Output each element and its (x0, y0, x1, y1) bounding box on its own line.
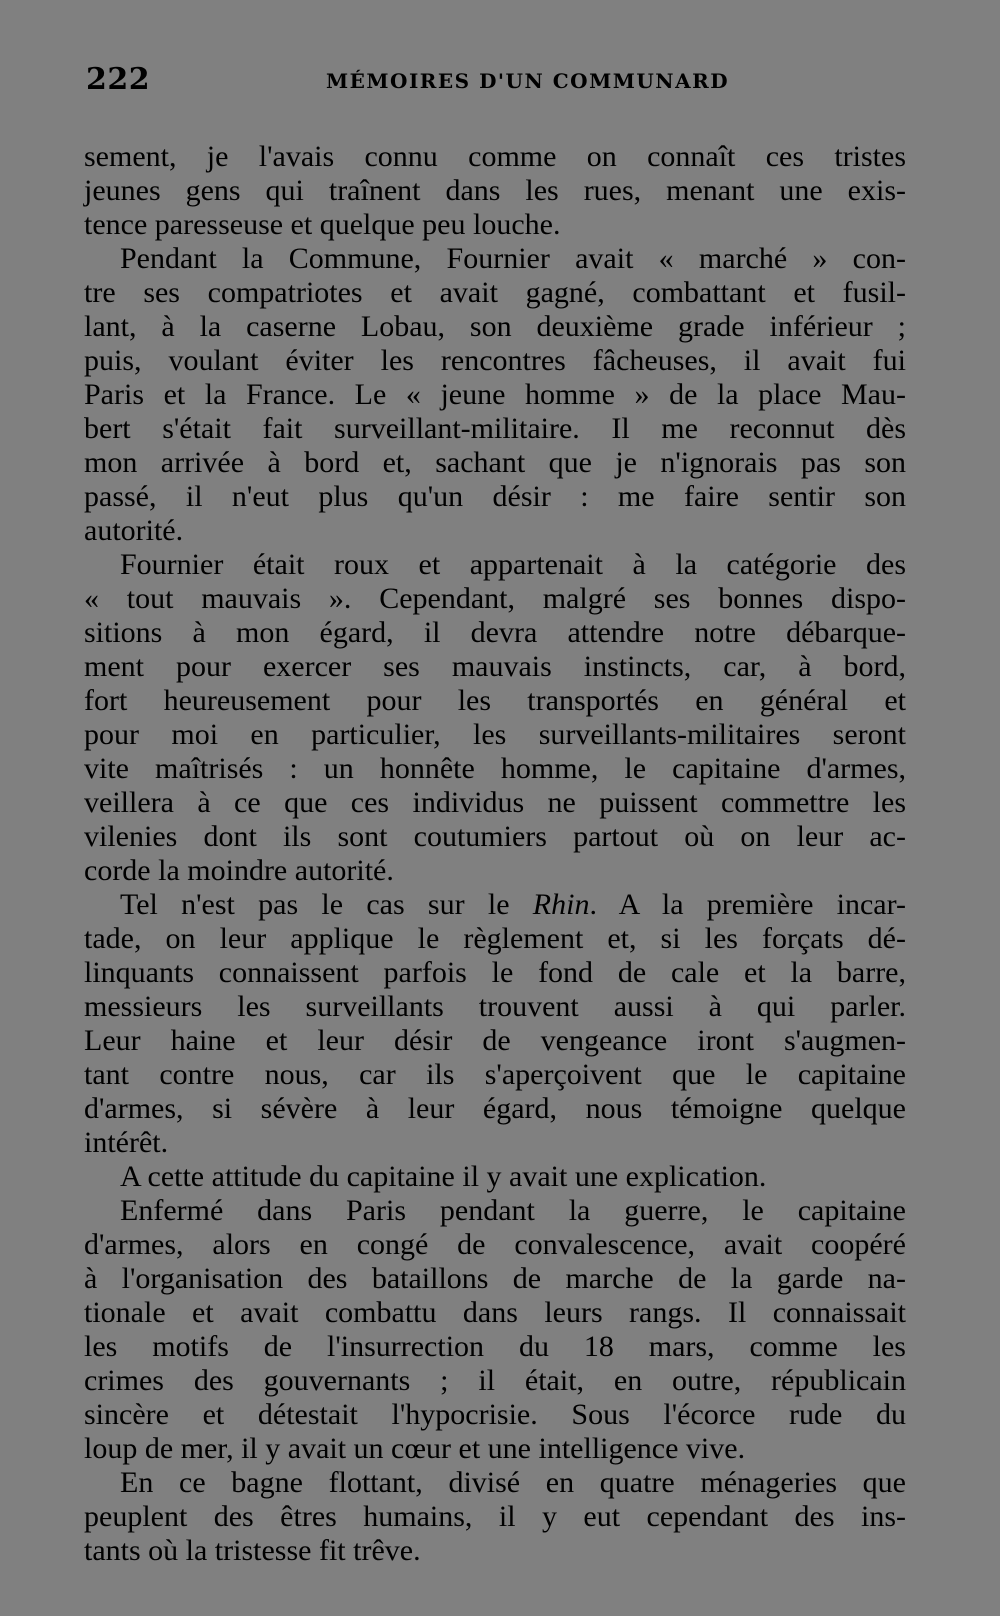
text-line: crimes des gouvernants ; il était, en outre, républicain (84, 1364, 906, 1397)
text-line: tionale et avait combattu dans leurs rangs. Il connaissait (84, 1296, 906, 1329)
text-line: pour moi en particulier, les surveillants-militaires seront (84, 718, 906, 751)
text-line: puis, voulant éviter les rencontres fâcheuses, il avait fui (84, 344, 906, 377)
text-line: « tout mauvais ». Cependant, malgré ses bonnes dispo- (84, 582, 906, 615)
text-line: linquants connaissent parfois le fond de cale et la barre, (84, 956, 906, 989)
paragraph (84, 1160, 906, 1194)
text-line: vite maîtrisés : un honnête homme, le capitaine d'armes, (84, 752, 906, 785)
text-line: passé, il n'eut plus qu'un désir : me faire sentir son (84, 480, 906, 513)
text-line: d'armes, si sévère à leur égard, nous témoigne quelque (84, 1092, 906, 1125)
text-line: loup de mer, il y avait un cœur et une intelligence vive. (84, 1432, 746, 1465)
text-line: sitions à mon égard, il devra attendre notre débarque- (84, 616, 906, 649)
text-line: intérêt. (84, 1126, 169, 1159)
page-header (86, 62, 904, 102)
text-line: veillera à ce que ces individus ne puissent commettre les (84, 786, 906, 819)
text-line: d'armes, alors en congé de convalescence, avait coopéré (84, 1228, 906, 1261)
text-line: tence paresseuse et quelque peu louche. (84, 208, 561, 241)
paragraph (84, 888, 906, 1160)
text-line: mon arrivée à bord et, sachant que je n'ignorais pas son (84, 446, 906, 479)
text-line: sincère et détestait l'hypocrisie. Sous l'écorce rude du (84, 1398, 906, 1431)
text-line: ment pour exercer ses mauvais instincts, car, à bord, (84, 650, 906, 683)
text-line: Pendant la Commune, Fournier avait « marché » con- (120, 242, 906, 275)
text-line: peuplent des êtres humains, il y eut cependant des ins- (84, 1500, 906, 1533)
text-line: tant contre nous, car ils s'aperçoivent que le capitaine (84, 1058, 906, 1091)
text-line: les motifs de l'insurrection du 18 mars, comme les (84, 1330, 906, 1363)
text-line: bert s'était fait surveillant-militaire. Il me reconnut dès (84, 412, 906, 445)
text-line: En ce bagne flottant, divisé en quatre ménageries que (120, 1466, 906, 1499)
text-line: tade, on leur applique le règlement et, si les forçats dé- (84, 922, 906, 955)
paragraph (84, 1194, 906, 1466)
paragraph (84, 242, 906, 548)
text-line: corde la moindre autorité. (84, 854, 394, 887)
italic-text: Rhin (532, 888, 590, 921)
text-line: Leur haine et leur désir de vengeance iront s'augmen- (84, 1024, 906, 1057)
text-line: messieurs les surveillants trouvent aussi à qui parler. (84, 990, 906, 1023)
text-line: Fournier était roux et appartenait à la catégorie des (120, 548, 906, 581)
paragraph (84, 140, 906, 242)
paragraph (84, 548, 906, 888)
running-title: MÉMOIRES D'UN COMMUNARD (326, 69, 730, 93)
text-line: A cette attitude du capitaine il y avait une explication. (120, 1160, 767, 1193)
text-line: autorité. (84, 514, 184, 547)
page-number: 222 (86, 62, 151, 97)
text-line: tre ses compatriotes et avait gagné, combattant et fusil- (84, 276, 906, 309)
text-line: jeunes gens qui traînent dans les rues, menant une exis- (84, 174, 906, 207)
text-line: lant, à la caserne Lobau, son deuxième grade inférieur ; (84, 310, 906, 343)
text-line: Paris et la France. Le « jeune homme » de la place Mau- (84, 378, 906, 411)
paragraph (84, 1466, 906, 1568)
text-line: à l'organisation des bataillons de marche de la garde na- (84, 1262, 906, 1295)
text-line: fort heureusement pour les transportés en général et (84, 684, 906, 717)
text-line: Enfermé dans Paris pendant la guerre, le capitaine (120, 1194, 906, 1227)
text-line: Tel n'est pas le cas sur le Rhin. A la première incar- (120, 888, 907, 921)
body-text (84, 140, 906, 1568)
text-line: tants où la tristesse fit trêve. (84, 1534, 421, 1567)
text-line: sement, je l'avais connu comme on connaît ces tristes (84, 140, 906, 173)
text-line: vilenies dont ils sont coutumiers partout où on leur ac- (84, 820, 906, 853)
